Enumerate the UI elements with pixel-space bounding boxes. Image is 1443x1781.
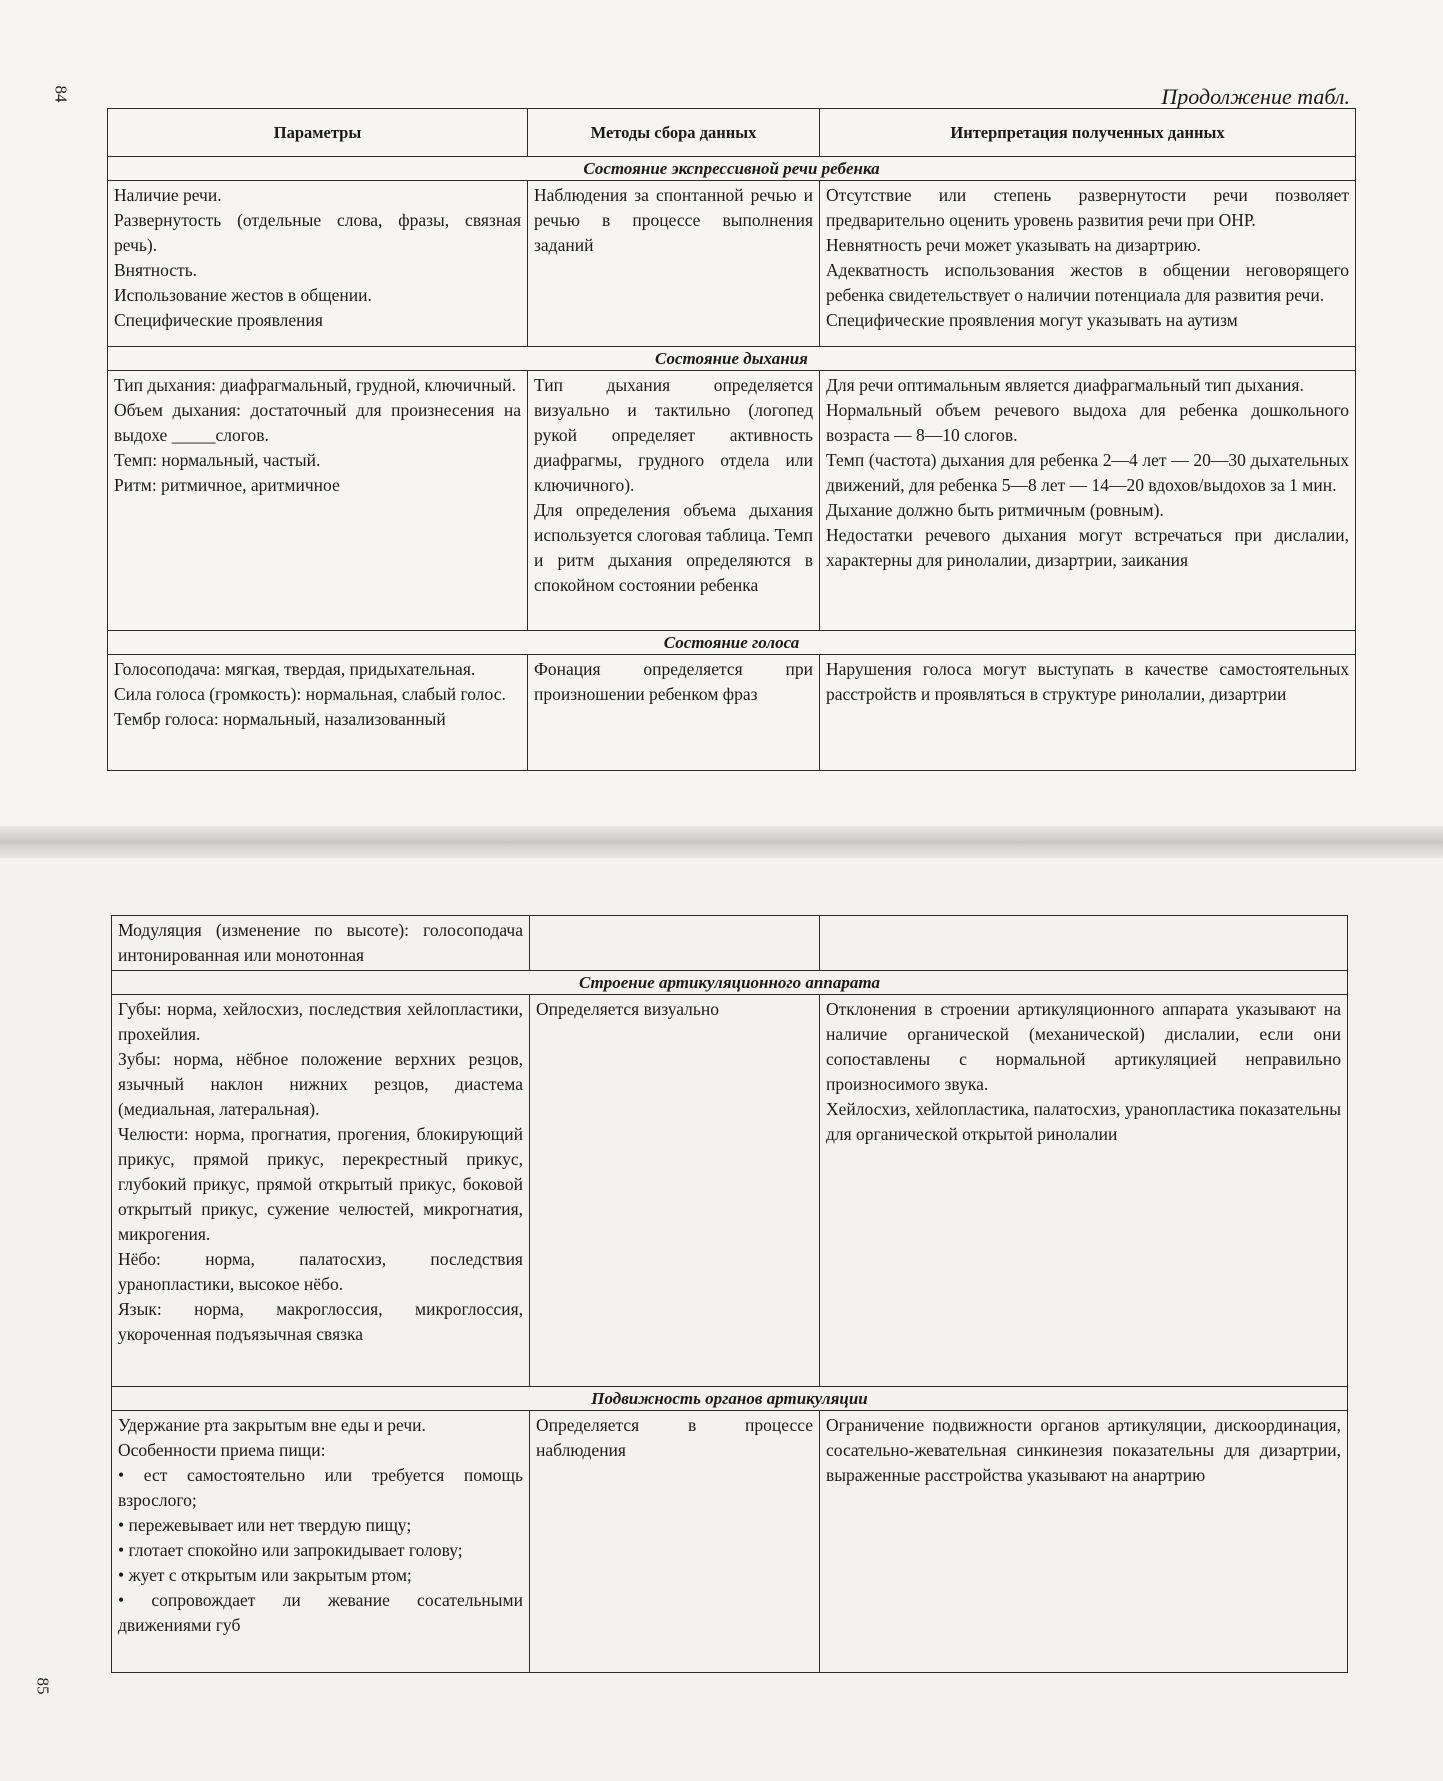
methods-cell xyxy=(530,916,820,971)
interpretation-cell xyxy=(820,655,1356,771)
method-item: Определяется в процессе наблюдения xyxy=(536,1415,813,1460)
interp-item: Для речи оптимальным является диафрагмальный тип дыхания. xyxy=(826,375,1304,395)
param-item: Зубы: норма, нёбное положение верхних резцов, язычный наклон нижних резцов, диастема (медиальная, латеральная). xyxy=(118,1049,523,1119)
param-item: Удержание рта закрытым вне еды и речи. xyxy=(118,1415,426,1435)
interp-item: Невнятность речи может указывать на дизартрию. xyxy=(826,235,1201,255)
methods-cell xyxy=(528,655,820,771)
method-item: Фонация определяется при произношении ребенком фраз xyxy=(534,659,813,704)
methods-cell xyxy=(530,1411,820,1673)
page-number-top: 84 xyxy=(51,85,71,103)
interp-item: Темп (частота) дыхания для ребенка 2—4 лет — 20—30 дыхательных движений, для ребенка 5—8 лет — 14—20 вдохов/выдохов за 1 мин. xyxy=(826,450,1349,495)
book-gutter xyxy=(0,826,1443,862)
param-item: Тип дыхания: диафрагмальный, грудной, ключичный. xyxy=(114,375,516,395)
interpretation-cell xyxy=(820,916,1348,971)
interp-item: Дыхание должно быть ритмичным (ровным). xyxy=(826,500,1164,520)
interp-item: Отклонения в строении артикуляционного аппарата указывают на наличие органической (механической) дислалии, если они сопоставлены с нормальной артикуляцией неправильно произносимого звука. xyxy=(826,999,1341,1094)
param-item: Губы: норма, хейлосхиз, последствия хейлопластики, прохейлия. xyxy=(118,999,523,1044)
interpretation-cell xyxy=(820,1411,1348,1673)
interp-item: Ограничение подвижности органов артикуляции, дискоординация, сосательно-жевательная синкинезия показательны для дизартрии, выраженные расстройства указывают на анартрию xyxy=(826,1415,1341,1485)
params-cell xyxy=(108,655,528,771)
param-item: Развернутость (отдельные слова, фразы, связная речь). xyxy=(114,210,521,255)
param-item: Ритм: ритмичное, аритмичное xyxy=(114,475,340,495)
header-params: Параметры xyxy=(108,109,528,157)
interp-item: Нарушения голоса могут выступать в качестве самостоятельных расстройств и проявляться в структуре ринолалии, дизартрии xyxy=(826,659,1349,704)
param-item: Язык: норма, макроглоссия, микроглоссия, укороченная подъязычная связка xyxy=(118,1299,523,1344)
params-cell xyxy=(108,181,528,347)
table-bottom xyxy=(111,915,1348,1673)
section-title: Подвижность органов артикуляции xyxy=(112,1387,1348,1411)
bullet-item: • сопровождает ли жевание сосательными движениями губ xyxy=(118,1588,523,1638)
header-methods: Методы сбора данных xyxy=(528,109,820,157)
interpretation-cell xyxy=(820,995,1348,1387)
param-item: Особенности приема пищи: xyxy=(118,1440,326,1460)
interp-item: Нормальный объем речевого выдоха для ребенка дошкольного возраста — 8—10 слогов. xyxy=(826,400,1349,445)
interp-item: Отсутствие или степень развернутости речи позволяет предварительно оценить уровень развития речи при ОНР. xyxy=(826,185,1349,230)
param-item: Объем дыхания: достаточный для произнесения на выдохе _____слогов. xyxy=(114,400,521,445)
param-item: Специфические проявления xyxy=(114,310,323,330)
param-item: Темп: нормальный, частый. xyxy=(114,450,321,470)
methods-cell xyxy=(528,181,820,347)
param-item: Тембр голоса: нормальный, назализованный xyxy=(114,709,446,729)
interpretation-cell xyxy=(820,371,1356,631)
param-item: Голосоподача: мягкая, твердая, придыхательная. xyxy=(114,659,476,679)
method-item: Для определения объема дыхания используется слоговая таблица. Темп и ритм дыхания определяются в спокойном состоянии ребенка xyxy=(534,500,813,595)
param-item: Челюсти: норма, прогнатия, прогения, блокирующий прикус, прямой прикус, перекрестный прикус, глубокий прикус, прямой открытый прикус, боковой открытый прикус, сужение челюстей, микрогнатия, микрогения. xyxy=(118,1124,523,1244)
interp-item: Недостатки речевого дыхания могут встречаться при дислалии, характерны для ринолалии, дизартрии, заикания xyxy=(826,525,1349,570)
params-cell xyxy=(112,1411,530,1673)
param-item: Наличие речи. xyxy=(114,185,222,205)
section-title: Состояние экспрессивной речи ребенка xyxy=(108,157,1356,181)
methods-cell xyxy=(530,995,820,1387)
param-item: Сила голоса (громкость): нормальная, слабый голос. xyxy=(114,684,506,704)
table-top xyxy=(107,108,1356,771)
params-cell: Модуляция (изменение по высоте): голосоподача интонированная или монотонная xyxy=(112,916,530,971)
header-interpretation: Интерпретация полученных данных xyxy=(820,109,1356,157)
bullet-item: • жует с открытым или закрытым ртом; xyxy=(118,1563,523,1588)
param-item: Внятность. xyxy=(114,260,198,280)
page-number-bottom: 85 xyxy=(33,1677,53,1695)
method-item: Определяется визуально xyxy=(536,999,720,1019)
methods-cell xyxy=(528,371,820,631)
param-item: Нёбо: норма, палатосхиз, последствия уранопластики, высокое нёбо. xyxy=(118,1249,523,1294)
section-title: Состояние дыхания xyxy=(108,347,1356,371)
method-item: Наблюдения за спонтанной речью и речью в процессе выполнения заданий xyxy=(534,185,813,255)
bullet-item: • ест самостоятельно или требуется помощь взрослого; xyxy=(118,1463,523,1513)
param-item: Использование жестов в общении. xyxy=(114,285,372,305)
bullet-item: • глотает спокойно или запрокидывает голову; xyxy=(118,1538,523,1563)
interp-item: Специфические проявления могут указывать на аутизм xyxy=(826,310,1238,330)
section-title: Строение артикуляционного аппарата xyxy=(112,971,1348,995)
section-title: Состояние голоса xyxy=(108,631,1356,655)
params-cell xyxy=(108,371,528,631)
interpretation-cell xyxy=(820,181,1356,347)
method-item: Тип дыхания определяется визуально и тактильно (логопед рукой определяет активность диафрагмы, грудного отдела или ключичного). xyxy=(534,375,813,495)
continuation-label: Продолжение табл. xyxy=(1161,84,1350,109)
interp-item: Хейлосхиз, хейлопластика, палатосхиз, уранопластика показательны для органической открытой ринолалии xyxy=(826,1099,1341,1144)
params-cell xyxy=(112,995,530,1387)
bullet-item: • пережевывает или нет твердую пищу; xyxy=(118,1513,523,1538)
interp-item: Адекватность использования жестов в общении неговорящего ребенка свидетельствует о наличии потенциала для развития речи. xyxy=(826,260,1349,305)
